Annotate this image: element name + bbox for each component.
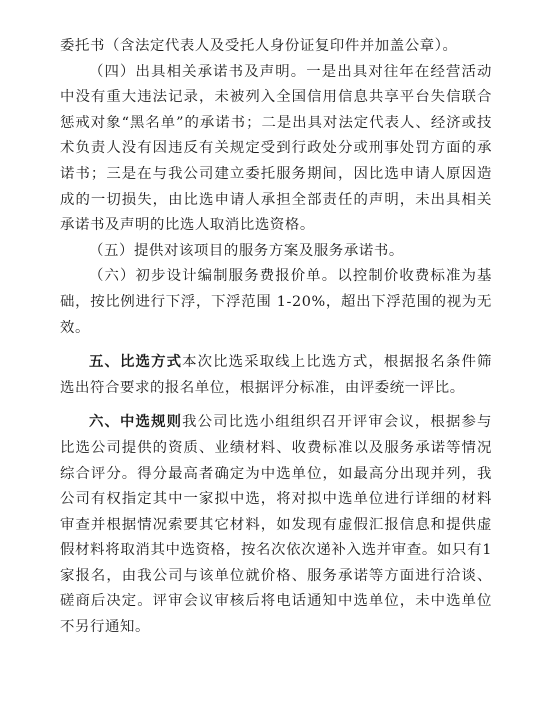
section-selection-rules	[60, 409, 492, 640]
paragraph-service-plan	[60, 239, 492, 265]
paragraph-text: （六）初步设计编制服务费报价单。以控制价收费标准为基础，按比例进行下浮，下浮范围 1-20%，超出下浮范围的视为无效。	[60, 268, 492, 336]
document-body	[60, 34, 492, 641]
section-selection-method	[60, 349, 492, 401]
section-heading: 六、中选规则	[89, 413, 183, 431]
paragraph-text: （四）出具相关承诺书及声明。一是出具对往年在经营活动中没有重大违法记录，未被列入全国信用信息共享平台失信联合惩戒对象“黑名单”的承诺书；二是出具对法定代表人、经济或技术负责人没有因违反有关规定受到行政处分或刑事处罚方面的承诺书；三是在与我公司建立委托服务期间，因比选申请人原因造成的一切损失，由比选申请人承担全部责任的声明，未出具相关承诺书及声明的比选人取消比选资格。	[60, 63, 492, 234]
paragraph-commitment-statement	[60, 60, 492, 239]
section-text: 本次比选采取线上比选方式，根据报名条件筛选出符合要求的报名单位，根据评分标准，由评委统一评比。	[60, 354, 492, 396]
section-text: 我公司比选小组组织召开评审会议，根据参与比选公司提供的资质、业绩材料、收费标准以及服务承诺等情况综合评分。得分最高者确定为中选单位，如最高分出现并列，我公司有权指定其中一家拟中选，将对拟中选单位进行详细的材料审查并根据情况索要其它材料，如发现有虚假汇报信息和提供虚假材料将取消其中选资格，按名次依次递补入选并审查。如只有1家报名，由我公司与该单位就价格、服务承诺等方面进行洽谈、磋商后决定。评审会议审核后将电话通知中选单位，未中选单位不另行通知。	[60, 414, 492, 636]
paragraph-text: 委托书（含法定代表人及受托人身份证复印件并加盖公章）。	[60, 38, 458, 54]
paragraph-fee-quote	[60, 264, 492, 341]
paragraph-text: （五）提供对该项目的服务方案及服务承诺书。	[89, 242, 404, 259]
paragraph-commission-letter	[60, 34, 492, 60]
section-heading: 五、比选方式	[89, 353, 183, 371]
